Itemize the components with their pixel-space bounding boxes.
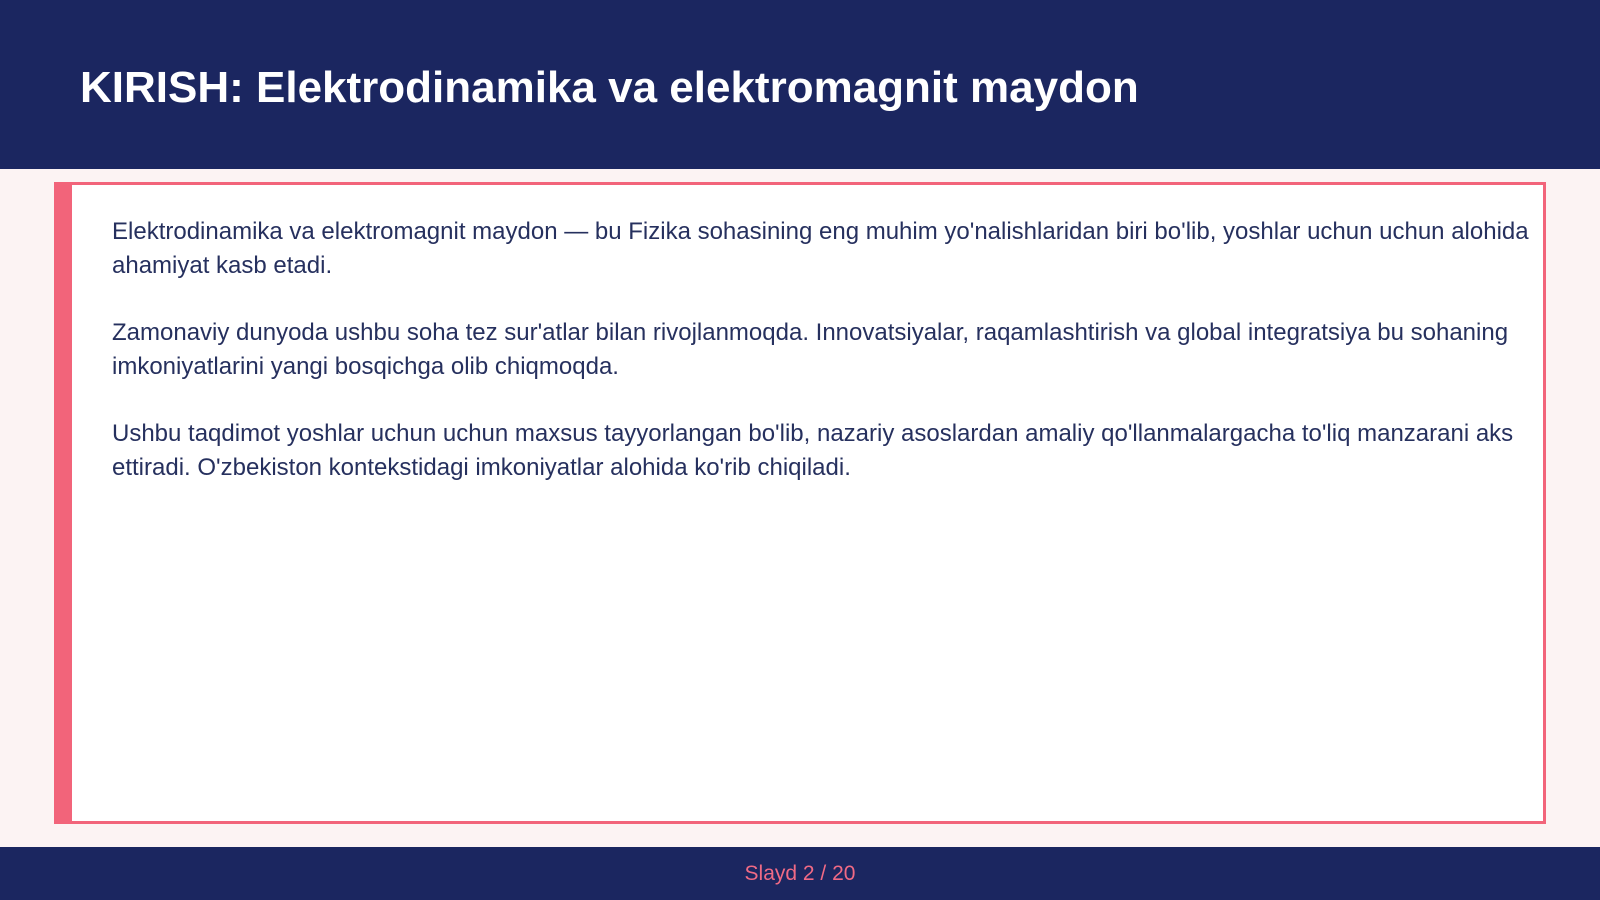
slide-title: KIRISH: Elektrodinamika va elektromagnit maydon <box>80 63 1139 112</box>
content-card <box>54 182 1546 824</box>
development-paragraph: Zamonaviy dunyoda ushbu soha tez sur'atlar bilan rivojlanmoqda. Innovatsiyalar, raqamlashtirish va global integratsiya bu sohaning imkoniyatlarini yangi bosqichga olib chiqmoqda. <box>112 319 1509 380</box>
slide-footer <box>0 847 1600 900</box>
presentation-paragraph: Ushbu taqdimot yoshlar uchun uchun maxsus tayyorlangan bo'lib, nazariy asoslardan amaliy qo'llanmalargacha to'liq manzarani aks ettiradi. O'zbekiston kontekstidagi imkoniyatlar alohida ko'rib chiqiladi. <box>112 420 1514 481</box>
intro-paragraph: Elektrodinamika va elektromagnit maydon — bu Fizika sohasining eng muhim yo'nalishlaridan biri bo'lib, yoshlar uchun uchun alohida ahamiyat kasb etadi. <box>112 218 1529 279</box>
slide-header <box>0 0 1600 169</box>
slide-number: Slayd 2 / 20 <box>744 862 856 885</box>
content-text-area <box>112 215 1532 518</box>
